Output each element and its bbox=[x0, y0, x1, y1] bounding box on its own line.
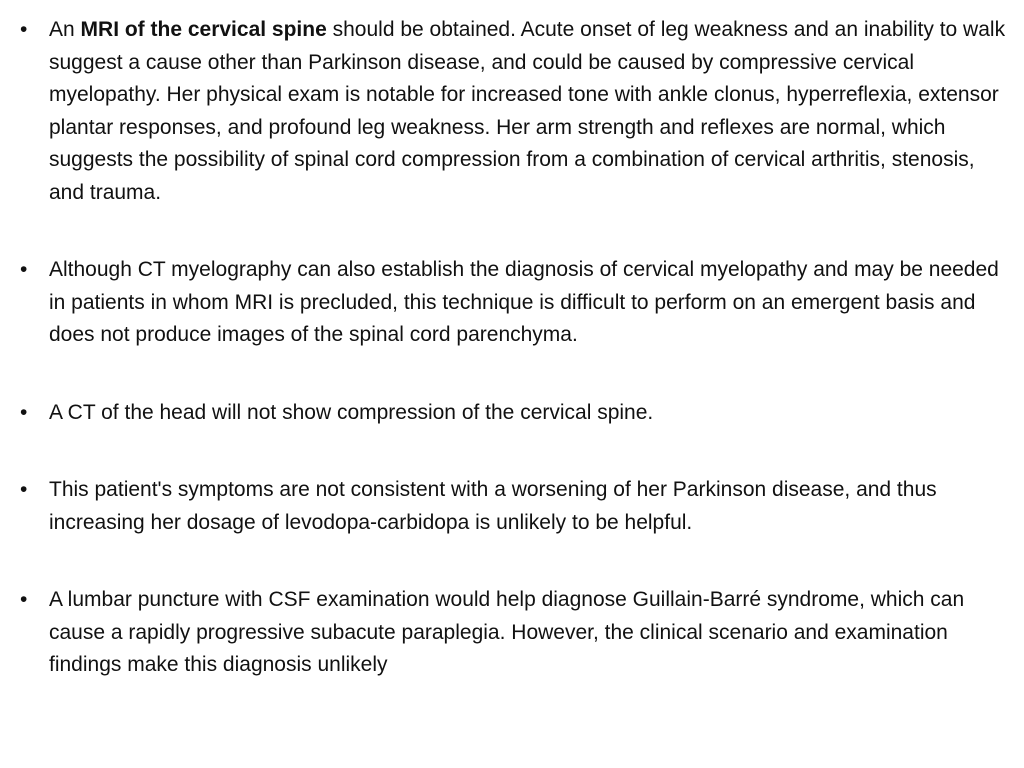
bullet-text: A CT of the head will not show compression of the cervical spine. bbox=[49, 400, 654, 424]
bullet-text: Although CT myelography can also establish the diagnosis of cervical myelopathy and may be needed in patients in whom MRI is precluded, this technique is difficult to perform on an emergent basis and does not produce images of the spinal cord parenchyma. bbox=[49, 258, 999, 346]
bullet-bold-text: MRI of the cervical spine bbox=[80, 18, 327, 41]
bullet-marker: • bbox=[20, 478, 28, 501]
bullet-marker: • bbox=[20, 400, 28, 424]
bullet-marker: • bbox=[20, 588, 28, 611]
bullet-item-mri bbox=[20, 14, 1010, 209]
bullet-text: A lumbar puncture with CSF examination would help diagnose Guillain-Barré syndrome, which can cause a rapidly progressive subacute paraplegia. However, the clinical scenario and examination findings make this diagnosis unlikely bbox=[49, 588, 965, 676]
bullet-text: This patient's symptoms are not consistent with a worsening of her Parkinson disease, and thus increasing her dosage of levodopa-carbidopa is unlikely to be helpful. bbox=[49, 478, 937, 534]
bullet-item-ct-myelography bbox=[20, 254, 1010, 352]
bullet-text: should be obtained. Acute onset of leg weakness and an inability to walk suggest a cause other than Parkinson disease, and could be caused by compressive cervical myelopathy. Her physical exam is notable for increased tone with ankle clonus, hyperreflexia, extensor plantar responses, and profound leg weakness. Her arm strength and reflexes are normal, which suggests the possibility of spinal cord compression from a combination of cervical arthritis, stenosis, and trauma. bbox=[49, 18, 1006, 204]
bullet-item-ct-head bbox=[20, 397, 1010, 430]
bullet-item-lumbar-puncture bbox=[20, 584, 1010, 682]
bullet-marker: • bbox=[20, 18, 28, 41]
bullet-marker: • bbox=[20, 258, 28, 281]
bullet-list bbox=[20, 14, 1010, 727]
bullet-text-prefix: An bbox=[49, 18, 81, 41]
bullet-item-levodopa bbox=[20, 474, 1010, 539]
